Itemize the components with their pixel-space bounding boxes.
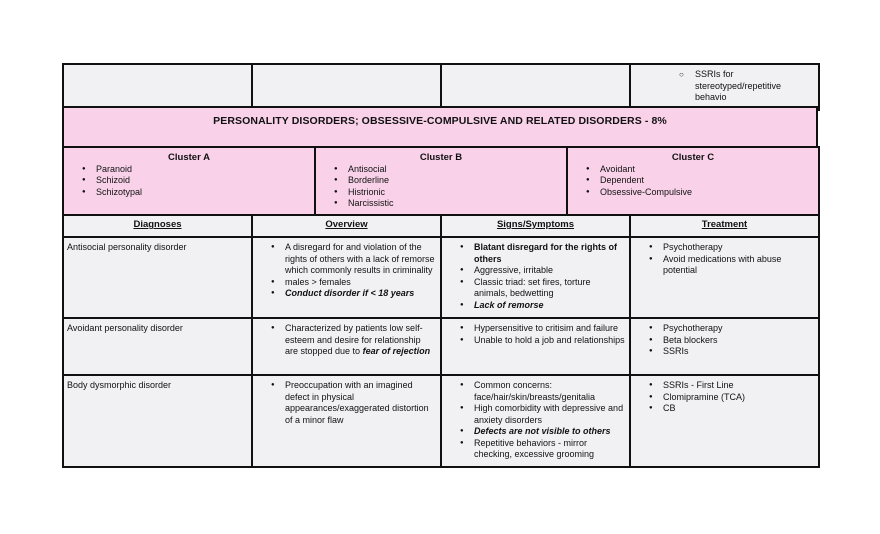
signs-list [446, 323, 625, 346]
treatment-cell [630, 64, 819, 110]
emphasis-text: Conduct disorder if < 18 years [285, 288, 415, 298]
column-header: Overview [252, 215, 441, 237]
signs-list [446, 242, 625, 311]
column-header: Diagnoses [63, 215, 252, 237]
treatment-list [635, 380, 814, 415]
list-item: ● Borderline [348, 175, 562, 187]
emphasis-text: Blatant disregard for the rights of others [474, 242, 618, 264]
signs-cell [441, 375, 630, 467]
diagnosis-cell: Body dysmorphic disorder [63, 375, 252, 467]
overview-cell [252, 237, 441, 318]
treatment-cell [630, 375, 819, 467]
table-row [63, 318, 819, 375]
list-item: ● Psychotherapy [663, 242, 814, 254]
list-item: ● SSRIs [663, 346, 814, 358]
list-item: ● Histrionic [348, 187, 562, 199]
list-item [474, 242, 625, 265]
previous-table-fragment [62, 63, 820, 111]
overview-list [257, 380, 436, 426]
treatment-list [635, 242, 814, 277]
emphasis-text: Lack of remorse [474, 299, 544, 310]
overview-cell [252, 318, 441, 375]
treatment-list [635, 69, 814, 104]
list-item: ● Aggressive, irritable [474, 265, 625, 277]
signs-list [446, 380, 625, 461]
list-item: ● Common concerns: face/hair/skin/breasts/genitalia [474, 380, 625, 403]
list-item: ● Beta blockers [663, 335, 814, 347]
diagnosis-cell: Avoidant personality disorder [63, 318, 252, 375]
column-header: Treatment [630, 215, 819, 237]
list-item: ● Schizotypal [96, 187, 310, 199]
empty-cell [63, 64, 252, 110]
list-item: ● CB [663, 403, 814, 415]
empty-cell [441, 64, 630, 110]
cluster-list [320, 164, 562, 210]
list-item [474, 426, 625, 438]
list-item [285, 288, 436, 300]
list-item: ● males > females [285, 277, 436, 289]
list-item [474, 300, 625, 312]
cluster-c-cell [567, 147, 819, 217]
disorders-table [62, 214, 820, 468]
list-item: ● Narcissistic [348, 198, 562, 210]
cluster-title: Cluster B [419, 152, 463, 163]
section-title: PERSONALITY DISORDERS; OBSESSIVE-COMPULSIVE AND RELATED DISORDERS - 8% [63, 107, 817, 155]
overview-list [257, 242, 436, 300]
list-item: ● Preoccupation with an imagined defect in physical appearances/exaggerated distortion of a minor flaw [285, 380, 436, 426]
emphasis-text: fear of rejection [362, 346, 431, 356]
list-item: ● Psychotherapy [663, 323, 814, 335]
treatment-cell [630, 237, 819, 318]
table-row [63, 375, 819, 467]
cluster-list [68, 164, 310, 199]
list-item: ● Obsessive-Compulsive [600, 187, 814, 199]
list-item [285, 323, 436, 358]
list-item: ● Avoidant [600, 164, 814, 176]
list-item: ○ SSRIs for stereotyped/repetitive behavio [695, 69, 814, 104]
overview-text: Characterized by patients low self-esteem and desire for relationship are stopped due to [285, 323, 423, 356]
signs-cell [441, 237, 630, 318]
list-item: ● Schizoid [96, 175, 310, 187]
table-row [63, 237, 819, 318]
column-header: Signs/Symptoms [441, 215, 630, 237]
emphasis-text: Defects are not visible to others [474, 426, 611, 436]
list-item: ● Hypersensitive to critisim and failure [474, 323, 625, 335]
list-item: ● Repetitive behaviors - mirror checking, excessive grooming [474, 438, 625, 461]
cluster-list [572, 164, 814, 199]
treatment-list [635, 323, 814, 358]
list-item: ● Paranoid [96, 164, 310, 176]
cluster-title: Cluster A [168, 152, 210, 163]
cluster-title: Cluster C [671, 152, 715, 163]
empty-cell [252, 64, 441, 110]
table-row [63, 64, 819, 110]
list-item: ● SSRIs - First Line [663, 380, 814, 392]
table-row [63, 147, 819, 217]
treatment-cell [630, 318, 819, 375]
list-item: ● Clomipramine (TCA) [663, 392, 814, 404]
list-item: ● A disregard for and violation of the rights of others with a lack of remorse which commonly results in criminality [285, 242, 436, 277]
diagnosis-cell: Antisocial personality disorder [63, 237, 252, 318]
overview-list [257, 323, 436, 358]
list-item: ● Antisocial [348, 164, 562, 176]
clusters-table [62, 146, 820, 218]
cluster-b-cell [315, 147, 567, 217]
list-item: ● Unable to hold a job and relationships [474, 335, 625, 347]
list-item: ● Avoid medications with abuse potential [663, 254, 814, 277]
overview-cell [252, 375, 441, 467]
list-item: ● High comorbidity with depressive and anxiety disorders [474, 403, 625, 426]
header-row [63, 215, 819, 237]
list-item: ● Classic triad: set fires, torture animals, bedwetting [474, 277, 625, 300]
list-item: ● Dependent [600, 175, 814, 187]
signs-cell [441, 318, 630, 375]
cluster-a-cell [63, 147, 315, 217]
